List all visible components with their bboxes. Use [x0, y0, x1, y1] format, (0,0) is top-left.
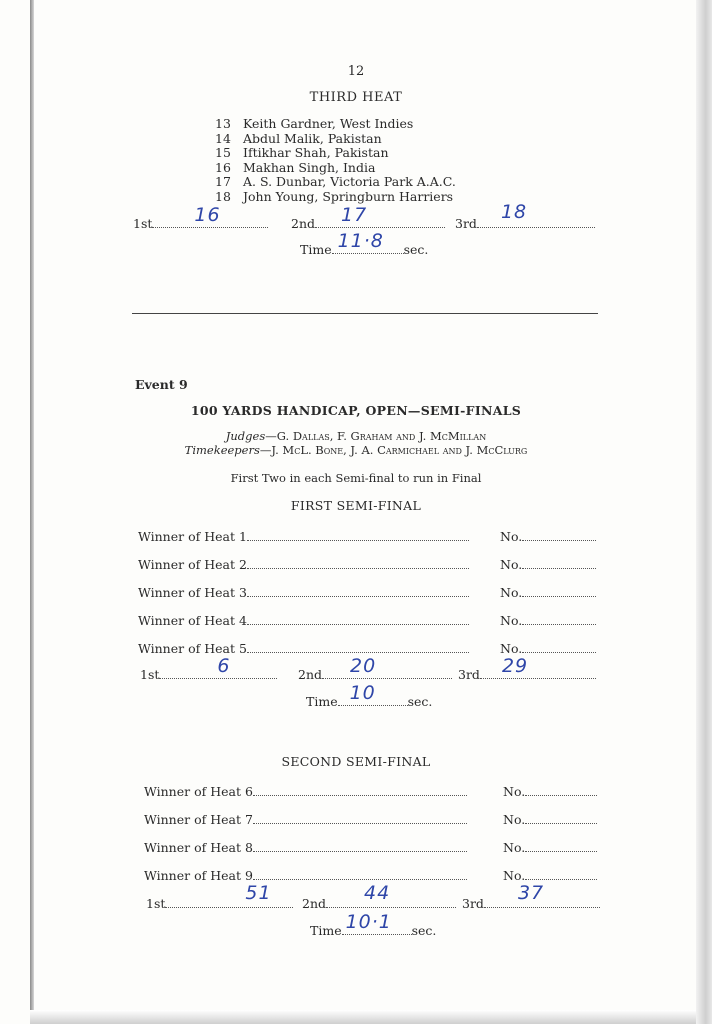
second-semi-third	[462, 882, 600, 911]
third-place-field[interactable]	[480, 655, 596, 679]
section-divider	[132, 313, 598, 314]
third-place-value: 37	[517, 882, 545, 904]
second-place-field[interactable]	[322, 655, 452, 679]
entry-number: 15	[215, 145, 231, 160]
entry-number: 16	[215, 159, 231, 175]
winner-name-field[interactable]	[253, 867, 467, 880]
third-heat-places	[133, 204, 268, 231]
number-label: No.	[500, 585, 523, 600]
time-value: 10·1	[345, 911, 392, 933]
third-place-label: 3rd	[462, 896, 484, 911]
winner-name-field[interactable]	[253, 783, 467, 796]
timekeepers-names: —J. McL. Bone, J. A. Carmichael and J. McClurg	[259, 442, 528, 457]
first-place-value: 51	[245, 882, 272, 904]
timekeepers-label: Timekeepers	[184, 442, 260, 457]
entry-number: 14	[215, 130, 231, 146]
time-field[interactable]	[342, 911, 412, 935]
second-place-label: 2nd	[298, 667, 323, 682]
entry-number: 17	[215, 174, 231, 189]
first-semi-winner-row	[138, 612, 469, 628]
judges-names: —G. Dallas, F. Graham and J. McMillan	[265, 429, 487, 443]
number-label: No.	[500, 641, 523, 656]
second-semi-second	[302, 882, 456, 911]
time-label: Time	[306, 694, 338, 709]
number-field[interactable]	[525, 867, 597, 880]
number-row	[503, 783, 597, 799]
second-place-value: 44	[364, 882, 391, 904]
time-field[interactable]	[332, 230, 404, 254]
second-semi-winner-row	[144, 867, 467, 883]
second-place-label: 2nd	[302, 896, 327, 911]
number-row	[503, 867, 597, 883]
winner-name-field[interactable]	[247, 556, 469, 569]
event-title: 100 YARDS HANDICAP, OPEN—SEMI-FINALS	[190, 403, 522, 418]
second-semi-time	[310, 911, 437, 938]
number-row	[500, 584, 596, 600]
number-field[interactable]	[522, 556, 596, 569]
winner-label: Winner of Heat 6	[144, 784, 253, 799]
winner-label: Winner of Heat 3	[138, 585, 247, 600]
time-label: Time	[300, 242, 332, 257]
winner-name-field[interactable]	[247, 612, 469, 625]
third-heat-second	[291, 204, 445, 231]
second-place-label: 2nd	[291, 216, 316, 231]
number-field[interactable]	[522, 528, 596, 541]
number-field[interactable]	[525, 811, 597, 824]
entry-row	[215, 161, 456, 176]
number-field[interactable]	[525, 839, 597, 852]
number-field[interactable]	[525, 783, 597, 796]
time-field[interactable]	[338, 682, 408, 706]
first-semi-first	[140, 655, 277, 682]
judges-line	[0, 430, 712, 444]
second-place-value: 17	[341, 204, 368, 226]
third-place-field[interactable]	[477, 201, 595, 228]
third-heat-title: THIRD HEAT	[309, 90, 403, 105]
entry-row	[215, 190, 456, 205]
first-semi-second	[298, 655, 452, 682]
winner-name-field[interactable]	[253, 811, 467, 824]
winner-label: Winner of Heat 1	[138, 529, 247, 544]
entry-row	[215, 175, 456, 190]
timekeepers-line	[0, 444, 712, 458]
number-field[interactable]	[522, 584, 596, 597]
first-semi-time	[306, 682, 433, 709]
time-value: 10	[349, 682, 376, 704]
third-place-label: 3rd	[455, 216, 477, 231]
time-label: Time	[310, 923, 342, 938]
page-number: 12	[347, 64, 365, 79]
first-semi-winner-row	[138, 640, 469, 656]
second-semi-winner-row	[144, 783, 467, 799]
number-row	[500, 640, 596, 656]
second-semi-title: SECOND SEMI-FINAL	[281, 754, 431, 769]
winner-label: Winner of Heat 2	[138, 557, 247, 572]
winner-label: Winner of Heat 7	[144, 812, 253, 827]
event-label: Event 9	[135, 377, 188, 392]
third-heat-entries	[215, 117, 456, 204]
third-place-value: 18	[500, 201, 528, 223]
officials	[0, 430, 712, 457]
entry-name: Makhan Singh, India	[243, 159, 376, 175]
first-place-field[interactable]	[159, 655, 277, 679]
third-place-value: 29	[501, 655, 529, 677]
second-place-value: 20	[350, 655, 377, 677]
sec-label: sec.	[407, 694, 433, 709]
entry-number: 18	[215, 188, 231, 204]
number-row	[500, 612, 596, 628]
winner-name-field[interactable]	[253, 839, 467, 852]
entry-name: A. S. Dunbar, Victoria Park A.A.C.	[243, 174, 456, 189]
first-place-label: 1st	[146, 896, 166, 911]
number-label: No.	[503, 840, 526, 855]
sec-label: sec.	[411, 923, 437, 938]
second-semi-winner-row	[144, 839, 467, 855]
judges-label: Judges	[225, 429, 266, 443]
third-heat-time	[300, 230, 429, 257]
winner-name-field[interactable]	[247, 528, 469, 541]
page-bottom-shadow	[30, 1010, 696, 1024]
first-semi-winner-row	[138, 528, 469, 544]
second-semi-first	[146, 882, 293, 911]
entry-name: Iftikhar Shah, Pakistan	[243, 145, 389, 160]
entry-name: Abdul Malik, Pakistan	[243, 130, 382, 146]
winner-label: Winner of Heat 9	[144, 868, 253, 883]
entry-number: 13	[215, 116, 231, 131]
first-semi-winner-row	[138, 584, 469, 600]
entry-row	[215, 146, 456, 161]
first-place-label: 1st	[133, 216, 153, 231]
first-semi-title: FIRST SEMI-FINAL	[290, 498, 422, 513]
entry-row	[215, 117, 456, 132]
final-qualification-note: First Two in each Semi-final to run in Final	[230, 471, 482, 485]
second-semi-winner-row	[144, 811, 467, 827]
winner-label: Winner of Heat 5	[138, 641, 247, 656]
first-place-label: 1st	[140, 667, 160, 682]
number-field[interactable]	[522, 612, 596, 625]
first-place-value: 16	[194, 204, 221, 226]
second-place-field[interactable]	[326, 882, 456, 908]
first-place-field[interactable]	[152, 204, 268, 228]
number-row	[500, 556, 596, 572]
number-row	[503, 811, 597, 827]
number-label: No.	[500, 529, 523, 544]
entry-name: Keith Gardner, West Indies	[243, 116, 414, 131]
winner-label: Winner of Heat 4	[138, 613, 247, 628]
first-semi-third	[458, 655, 596, 682]
winner-label: Winner of Heat 8	[144, 840, 253, 855]
first-semi-winner-row	[138, 556, 469, 572]
third-heat-third	[455, 201, 595, 231]
number-row	[500, 528, 596, 544]
first-place-field[interactable]	[165, 882, 293, 908]
number-row	[503, 839, 597, 855]
second-place-field[interactable]	[315, 204, 445, 228]
winner-name-field[interactable]	[247, 584, 469, 597]
number-label: No.	[500, 613, 523, 628]
entry-name: John Young, Springburn Harriers	[243, 188, 454, 204]
third-place-field[interactable]	[484, 882, 600, 908]
number-label: No.	[500, 557, 523, 572]
number-label: No.	[503, 868, 526, 883]
number-field[interactable]	[522, 640, 596, 653]
winner-name-field[interactable]	[247, 640, 469, 653]
first-place-value: 6	[217, 655, 231, 677]
entry-row	[215, 132, 456, 147]
number-label: No.	[503, 784, 526, 799]
third-place-label: 3rd	[458, 667, 480, 682]
number-label: No.	[503, 812, 526, 827]
time-value: 11·8	[337, 230, 384, 252]
sec-label: sec.	[403, 242, 429, 257]
